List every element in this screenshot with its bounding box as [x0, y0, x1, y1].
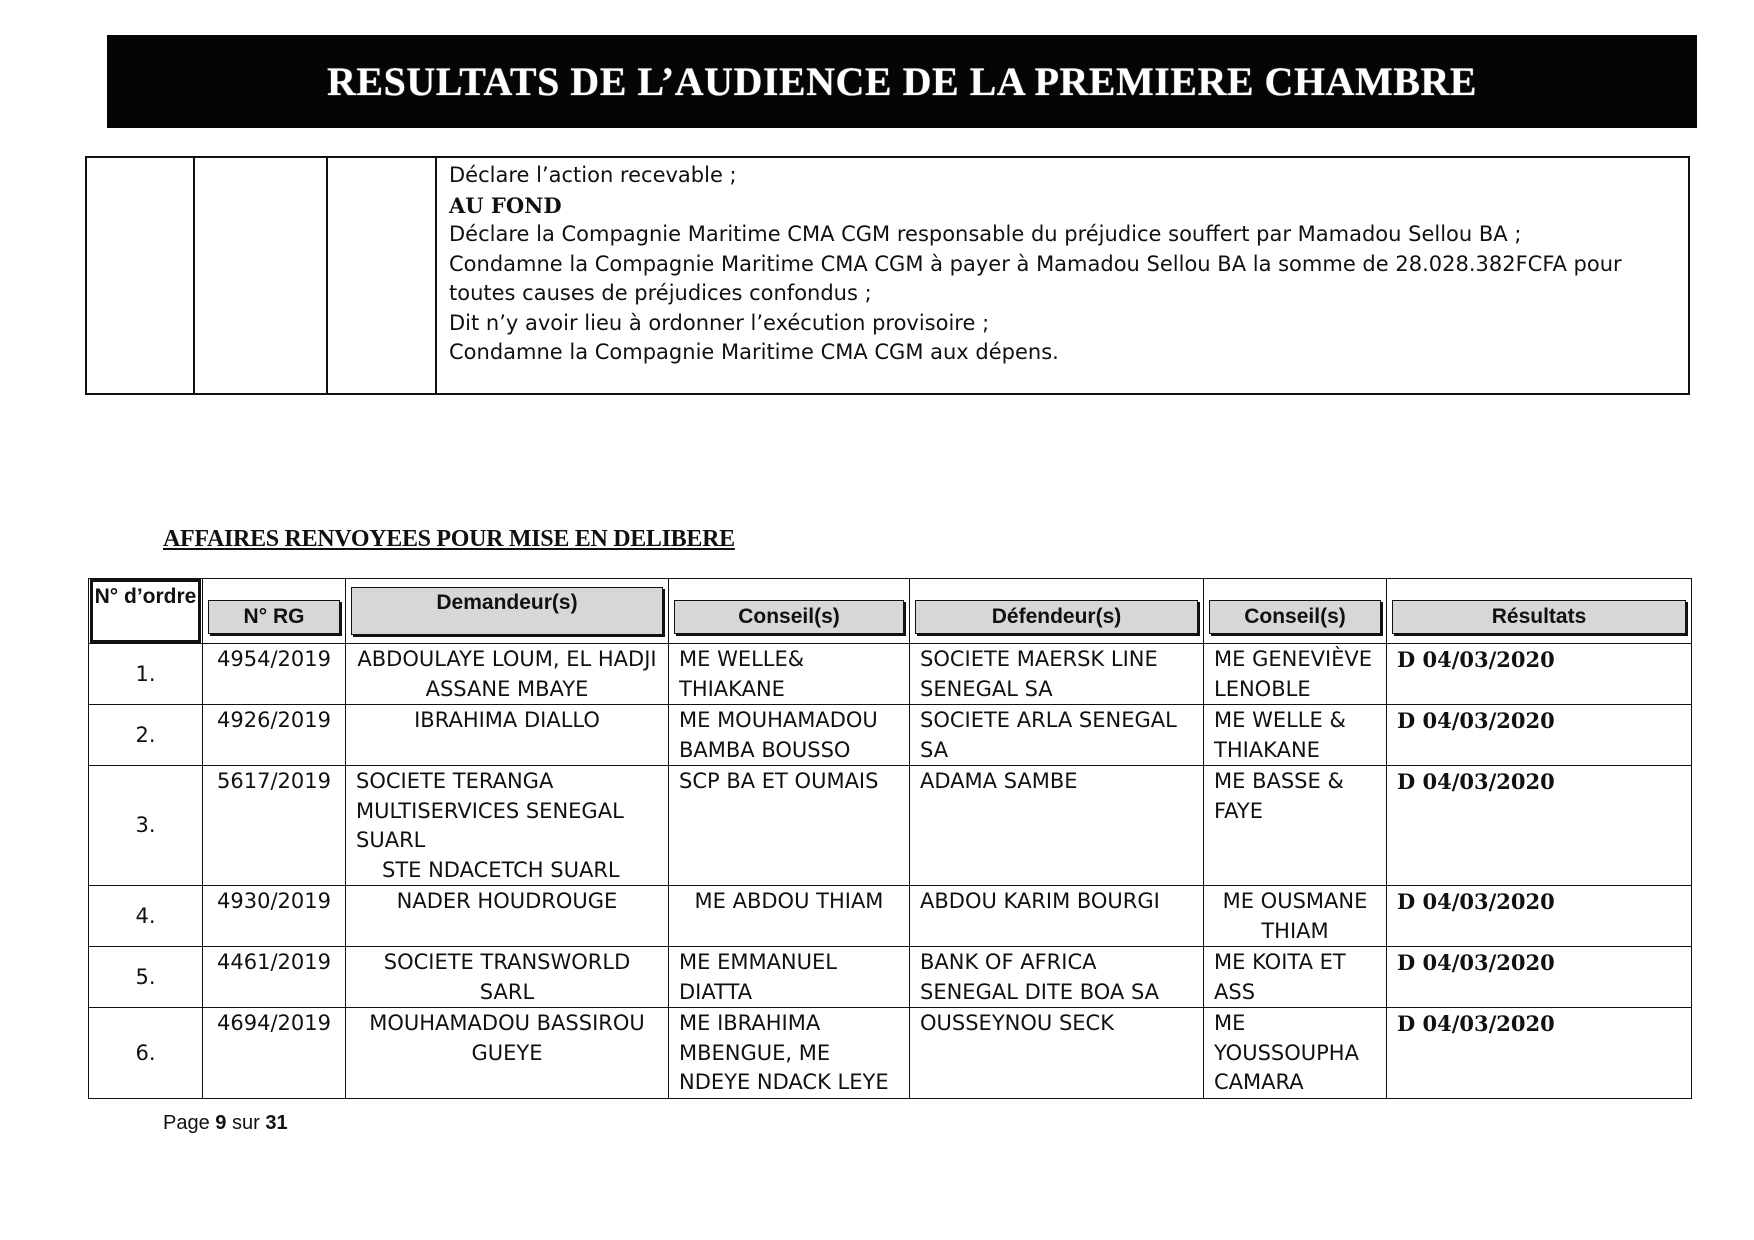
- header-defendeur: [910, 579, 1204, 644]
- page-number: 9: [215, 1112, 227, 1134]
- conseil-cell: ME WELLE & THIAKANE: [1204, 705, 1387, 766]
- header-conseil: [669, 579, 910, 644]
- order-cell: 6.: [89, 1008, 203, 1099]
- table-row: [89, 947, 1692, 1008]
- conseil-cell: ME WELLE& THIAKANE: [669, 644, 910, 705]
- conseil-cell: ME YOUSSOUPHA CAMARA: [1204, 1008, 1387, 1099]
- conseil-cell: ME KOITA ET ASS: [1204, 947, 1387, 1008]
- decision-cell: [436, 157, 1689, 394]
- rg-cell: 4954/2019: [203, 644, 346, 705]
- table-header-row: [89, 579, 1692, 644]
- conseil-cell: ME BASSE & FAYE: [1204, 766, 1387, 886]
- resultat-cell: D 04/03/2020: [1387, 886, 1692, 947]
- rg-cell: 4461/2019: [203, 947, 346, 1008]
- resultat-cell: D 04/03/2020: [1387, 705, 1692, 766]
- header-rg-label: N° RG: [208, 600, 340, 634]
- of-label: sur: [231, 1112, 260, 1134]
- demandeur-name: STE NDACETCH SUARL: [382, 857, 620, 882]
- demandeur-cell: ABDOULAYE LOUM, EL HADJI ASSANE MBAYE: [346, 644, 669, 705]
- decision-line: Dit n’y avoir lieu à ordonner l’exécution provisoire ;: [449, 310, 990, 335]
- header-conseil-label: Conseil(s): [674, 600, 904, 634]
- resultat-cell: D 04/03/2020: [1387, 1008, 1692, 1099]
- resultat-cell: D 04/03/2020: [1387, 644, 1692, 705]
- decision-heading: AU FOND: [449, 192, 562, 218]
- rg-cell: 4694/2019: [203, 1008, 346, 1099]
- order-cell: 3.: [89, 766, 203, 886]
- page-label: Page: [163, 1112, 210, 1134]
- decision-line: Condamne la Compagnie Maritime CMA CGM aux dépens.: [449, 340, 1059, 364]
- demandeur-cell: NADER HOUDROUGE: [346, 886, 669, 947]
- header-conseil: [1204, 579, 1387, 644]
- header-order-label: N° d’ordre: [90, 579, 201, 643]
- empty-cell: [194, 157, 327, 394]
- page-title: RESULTATS DE L’AUDIENCE DE LA PREMIERE CHAMBRE: [327, 59, 1477, 104]
- total-pages: 31: [265, 1112, 288, 1134]
- header-rg: [203, 579, 346, 644]
- defendeur-cell: OUSSEYNOU SECK: [910, 1008, 1204, 1099]
- conseil-cell: ME MOUHAMADOU BAMBA BOUSSO: [669, 705, 910, 766]
- conseil-cell: SCP BA ET OUMAIS: [669, 766, 910, 886]
- demandeur-cell: [346, 766, 669, 886]
- order-cell: 5.: [89, 947, 203, 1008]
- empty-cell: [327, 157, 436, 394]
- decision-line: Condamne la Compagnie Maritime CMA CGM à payer à Mamadou Sellou BA la somme de 28.028.382FCFA pour toutes causes de préjudices confondus ;: [449, 251, 1622, 305]
- resultat-cell: D 04/03/2020: [1387, 947, 1692, 1008]
- decision-line: Déclare l’action recevable ;: [449, 163, 737, 187]
- order-cell: 2.: [89, 705, 203, 766]
- conseil-cell: ME ABDOU THIAM: [669, 886, 910, 947]
- defendeur-cell: SOCIETE MAERSK LINE SENEGAL SA: [910, 644, 1204, 705]
- cases-table: [88, 578, 1692, 1099]
- header-defendeur-label: Défendeur(s): [915, 600, 1198, 634]
- rg-cell: 5617/2019: [203, 766, 346, 886]
- demandeur-name: SOCIETE TERANGA MULTISERVICES SENEGAL SUARL: [356, 769, 624, 852]
- defendeur-cell: BANK OF AFRICA SENEGAL DITE BOA SA: [910, 947, 1204, 1008]
- conseil-cell: ME EMMANUEL DIATTA: [669, 947, 910, 1008]
- section-title: AFFAIRES RENVOYEES POUR MISE EN DELIBERE: [163, 526, 735, 552]
- order-cell: 4.: [89, 886, 203, 947]
- order-cell: 1.: [89, 644, 203, 705]
- table-row: [89, 886, 1692, 947]
- conseil-cell: ME GENEVIÈVE LENOBLE: [1204, 644, 1387, 705]
- defendeur-cell: ABDOU KARIM BOURGI: [910, 886, 1204, 947]
- header-order: [89, 579, 203, 644]
- decision-line: Déclare la Compagnie Maritime CMA CGM responsable du préjudice souffert par Mamadou Sellou BA ;: [449, 222, 1522, 246]
- demandeur-cell: MOUHAMADOU BASSIROU GUEYE: [346, 1008, 669, 1099]
- rg-cell: 4926/2019: [203, 705, 346, 766]
- rg-cell: 4930/2019: [203, 886, 346, 947]
- header-resultats: [1387, 579, 1692, 644]
- empty-cell: [86, 157, 194, 394]
- continuation-table: [85, 156, 1690, 395]
- header-demandeur-label: Demandeur(s): [351, 587, 663, 635]
- page-footer: [163, 1112, 288, 1135]
- table-row: [89, 705, 1692, 766]
- table-row: [89, 766, 1692, 886]
- continuation-row: [86, 157, 1689, 394]
- defendeur-cell: ADAMA SAMBE: [910, 766, 1204, 886]
- header-resultats-label: Résultats: [1392, 600, 1686, 634]
- demandeur-cell: SOCIETE TRANSWORLD SARL: [346, 947, 669, 1008]
- table-row: [89, 644, 1692, 705]
- resultat-cell: D 04/03/2020: [1387, 766, 1692, 886]
- header-demandeur: [346, 579, 669, 644]
- table-row: [89, 1008, 1692, 1099]
- page-banner: [107, 35, 1697, 128]
- demandeur-cell: IBRAHIMA DIALLO: [346, 705, 669, 766]
- conseil-cell: ME OUSMANE THIAM: [1204, 886, 1387, 947]
- header-conseil-label: Conseil(s): [1209, 600, 1381, 634]
- conseil-cell: ME IBRAHIMA MBENGUE, ME NDEYE NDACK LEYE: [669, 1008, 910, 1099]
- defendeur-cell: SOCIETE ARLA SENEGAL SA: [910, 705, 1204, 766]
